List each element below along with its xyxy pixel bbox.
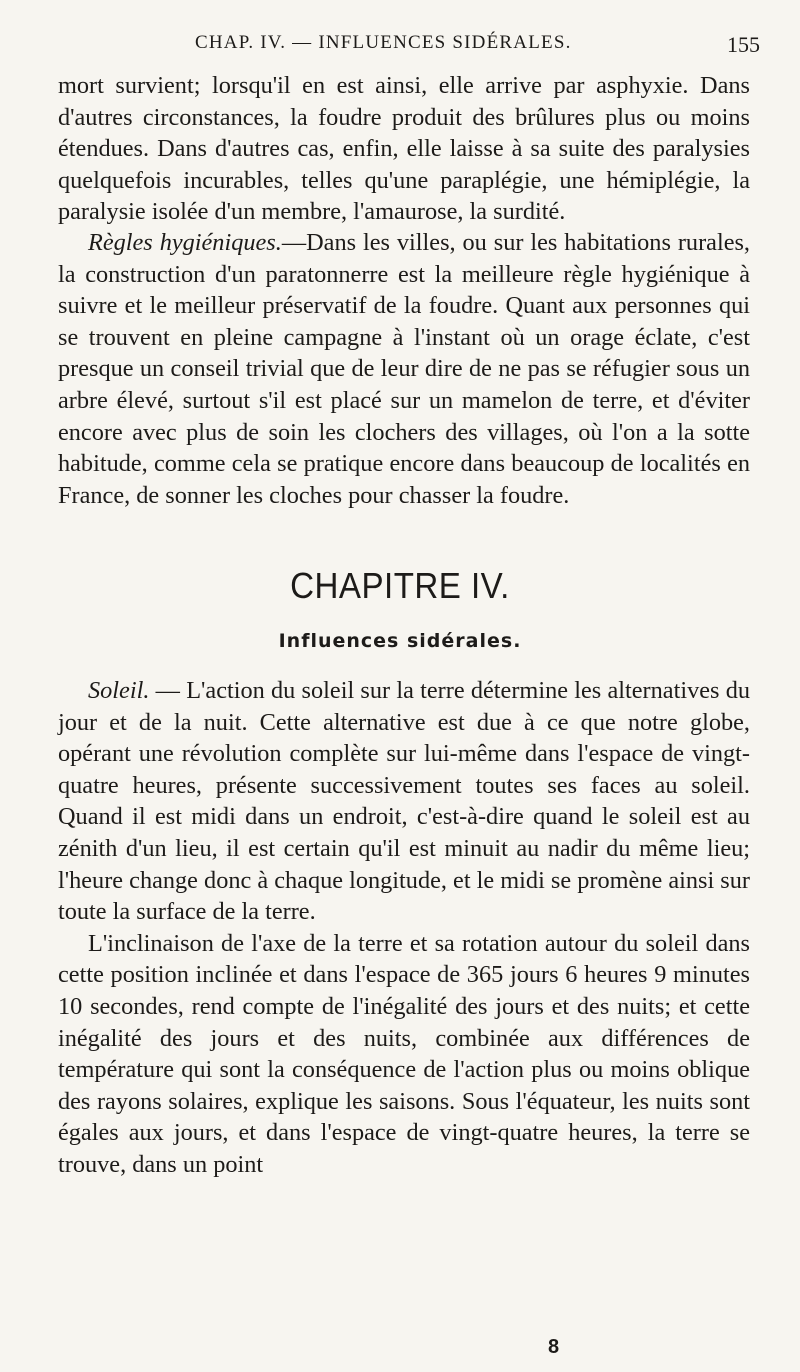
text-block-soleil	[58, 675, 750, 1181]
paragraph-lead-regles: Règles hygiéniques.	[88, 229, 282, 256]
paragraph-lead-soleil: Soleil.	[88, 677, 150, 704]
text-block-hygiene	[58, 227, 750, 511]
paragraph-inclinaison: L'inclinaison de l'axe de la terre et sa rotation autour du soleil dans cette position inclinée et dans l'espace de 365 jours 6 heures 9 minutes 10 secondes, rend compte de l'inégalité des jours et des nuits; et cette inégalité des jours et des nuits, combinée aux différences de température qui sont la conséquence de l'action plus ou moins oblique des rayons solaires, explique les saisons. Sous l'équateur, les nuits sont égales aux jours, et dans l'espace de vingt-quatre heures, la terre se trouve, dans un point	[58, 929, 750, 1178]
paragraph-body-soleil: — L'action du soleil sur la terre détermine les alternatives du jour et de la nuit. Cette alternative est due à ce que notre globe, opérant une révolution complète sur lui-même dans l'espace de vingt-quatre heures, présente successivement toutes ses faces au soleil. Quand il est midi dans un endroit, c'est-à-dire quand le soleil est au zénith d'un lieu, il est certain qu'il est minuit au nadir du même lieu; l'heure change donc à chaque longitude, et le midi se promène ainsi sur toute la surface de la terre.	[58, 677, 750, 926]
paragraph-foudre-effects: mort survient; lorsqu'il en est ainsi, elle arrive par asphyxie. Dans d'autres circonstances, la foudre produit des brûlures plus ou moins étendues. Dans d'autres cas, enfin, elle laisse à sa suite des paralysies quelquefois incurables, telles qu'une paraplégie, une hémiplégie, la paralysie isolée d'un membre, l'amaurose, la surdité.	[58, 72, 750, 226]
paragraph-soleil	[58, 675, 750, 928]
signature-mark: 8	[548, 1336, 560, 1358]
paragraph-body-regles: —Dans les villes, ou sur les habitations rurales, la construction d'un paratonnerre est la meilleure règle hygiénique à suivre et le meilleur préservatif de la foudre. Quant aux personnes qui se trouvent en pleine campagne à l'instant où un orage éclate, c'est presque un conseil trivial que de leur dire de ne pas se réfugier sous un arbre élevé, surtout s'il est placé sur un mamelon de terre, et d'éviter encore avec plus de soin les clochers des villages, où l'on a la sotte habitude, comme cela se pratique encore dans beaucoup de localités en France, de sonner les cloches pour chasser la foudre.	[58, 229, 751, 509]
chapter-subtitle: Influences sidérales.	[278, 630, 522, 652]
running-title: CHAP. IV. — INFLUENCES SIDÉRALES.	[195, 32, 572, 53]
paragraph-regles-hygieniques	[58, 227, 750, 511]
running-header	[150, 32, 760, 62]
page-number: 155	[727, 32, 760, 57]
text-block-top	[58, 70, 750, 228]
chapter-title: CHAPITRE IV.	[290, 565, 510, 606]
